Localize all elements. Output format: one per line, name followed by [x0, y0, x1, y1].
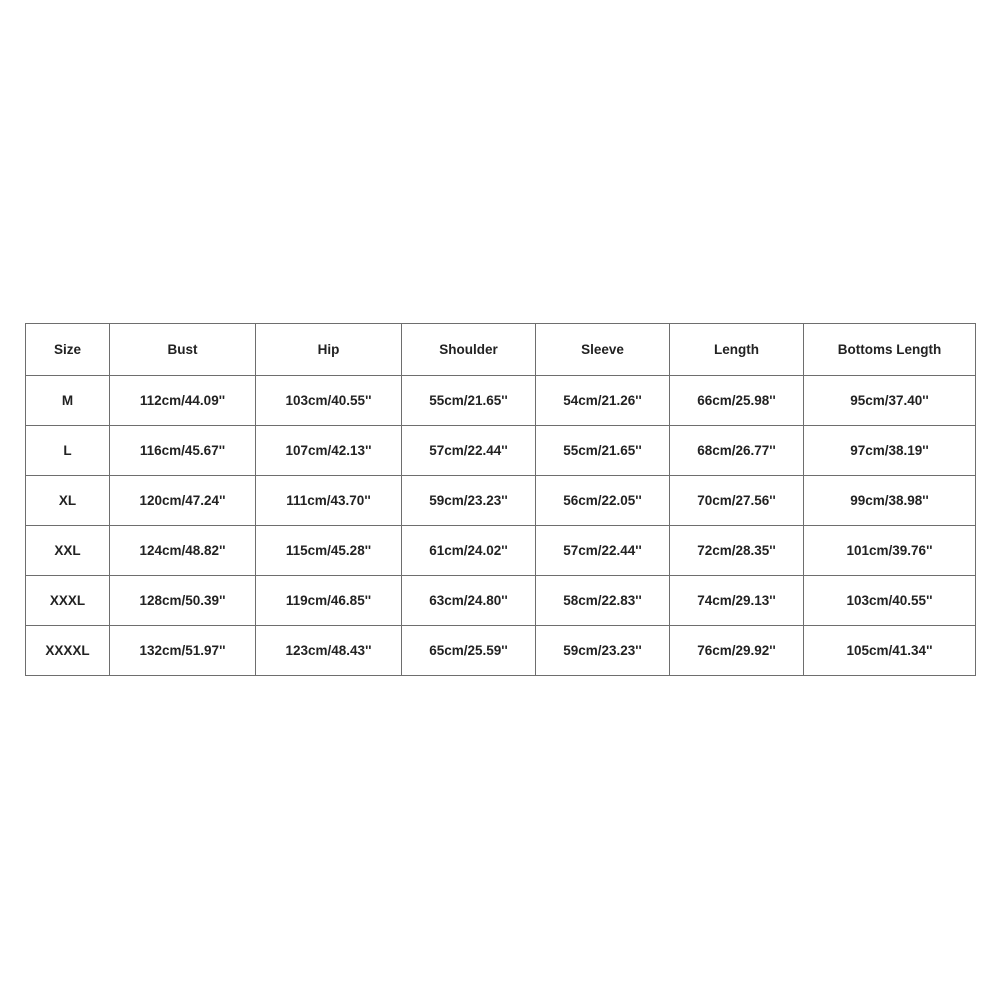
table-row	[26, 626, 976, 676]
header-cell-size: Size	[26, 324, 110, 376]
table-row	[26, 426, 976, 476]
table-header-row	[26, 324, 976, 376]
table-row	[26, 376, 976, 426]
bottoms-length-cell: 97cm/38.19''	[804, 426, 976, 476]
shoulder-cell: 65cm/25.59''	[402, 626, 536, 676]
table-row	[26, 576, 976, 626]
sleeve-cell: 54cm/21.26''	[536, 376, 670, 426]
bust-cell: 116cm/45.67''	[110, 426, 256, 476]
shoulder-cell: 57cm/22.44''	[402, 426, 536, 476]
header-cell-hip: Hip	[256, 324, 402, 376]
bottoms-length-cell: 103cm/40.55''	[804, 576, 976, 626]
table-row	[26, 526, 976, 576]
sleeve-cell: 58cm/22.83''	[536, 576, 670, 626]
header-cell-shoulder: Shoulder	[402, 324, 536, 376]
length-cell: 76cm/29.92''	[670, 626, 804, 676]
bust-cell: 124cm/48.82''	[110, 526, 256, 576]
table-row	[26, 476, 976, 526]
bottoms-length-cell: 99cm/38.98''	[804, 476, 976, 526]
sleeve-cell: 55cm/21.65''	[536, 426, 670, 476]
hip-cell: 123cm/48.43''	[256, 626, 402, 676]
hip-cell: 111cm/43.70''	[256, 476, 402, 526]
bust-cell: 132cm/51.97''	[110, 626, 256, 676]
length-cell: 72cm/28.35''	[670, 526, 804, 576]
sleeve-cell: 56cm/22.05''	[536, 476, 670, 526]
size-cell: XXXXL	[26, 626, 110, 676]
hip-cell: 103cm/40.55''	[256, 376, 402, 426]
bottoms-length-cell: 95cm/37.40''	[804, 376, 976, 426]
hip-cell: 115cm/45.28''	[256, 526, 402, 576]
header-cell-sleeve: Sleeve	[536, 324, 670, 376]
hip-cell: 107cm/42.13''	[256, 426, 402, 476]
shoulder-cell: 63cm/24.80''	[402, 576, 536, 626]
bottoms-length-cell: 105cm/41.34''	[804, 626, 976, 676]
bust-cell: 112cm/44.09''	[110, 376, 256, 426]
size-cell: M	[26, 376, 110, 426]
shoulder-cell: 55cm/21.65''	[402, 376, 536, 426]
sleeve-cell: 59cm/23.23''	[536, 626, 670, 676]
bottoms-length-cell: 101cm/39.76''	[804, 526, 976, 576]
sleeve-cell: 57cm/22.44''	[536, 526, 670, 576]
shoulder-cell: 61cm/24.02''	[402, 526, 536, 576]
length-cell: 74cm/29.13''	[670, 576, 804, 626]
size-cell: XL	[26, 476, 110, 526]
size-chart-table	[25, 323, 976, 676]
hip-cell: 119cm/46.85''	[256, 576, 402, 626]
header-cell-length: Length	[670, 324, 804, 376]
size-cell: XXXL	[26, 576, 110, 626]
size-cell: L	[26, 426, 110, 476]
size-cell: XXL	[26, 526, 110, 576]
header-cell-bust: Bust	[110, 324, 256, 376]
shoulder-cell: 59cm/23.23''	[402, 476, 536, 526]
length-cell: 66cm/25.98''	[670, 376, 804, 426]
bust-cell: 120cm/47.24''	[110, 476, 256, 526]
length-cell: 70cm/27.56''	[670, 476, 804, 526]
bust-cell: 128cm/50.39''	[110, 576, 256, 626]
header-cell-bottoms-length: Bottoms Length	[804, 324, 976, 376]
length-cell: 68cm/26.77''	[670, 426, 804, 476]
